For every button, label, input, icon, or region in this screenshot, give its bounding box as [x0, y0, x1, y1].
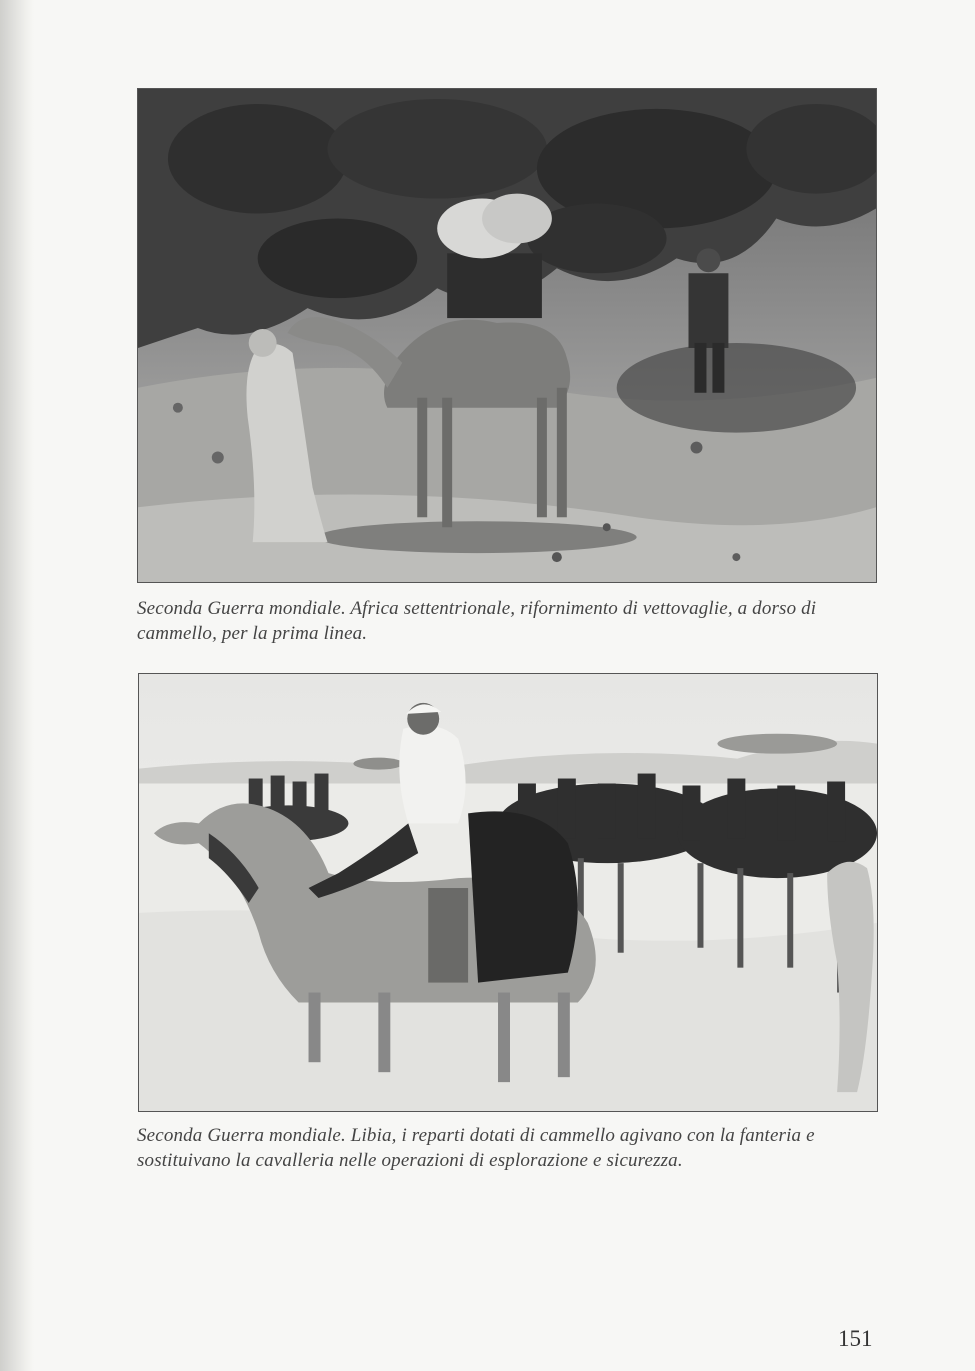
figure-caption: Seconda Guerra mondiale. Libia, i reparti dotati di cammello agivano con la fanteria e sostituivano la cavalleria nelle operazioni di esplorazione e sicurezza.: [137, 1125, 815, 1171]
figure-caption: Seconda Guerra mondiale. Africa settentrionale, rifornimento di vettovaglie, a dorso di cammello, per la prima linea.: [137, 598, 817, 644]
page-number: 151: [838, 1326, 873, 1351]
photo-camel-troops: [138, 673, 878, 1112]
page-gutter-shadow: [0, 0, 34, 1371]
photo-camel-supply: [137, 88, 877, 583]
